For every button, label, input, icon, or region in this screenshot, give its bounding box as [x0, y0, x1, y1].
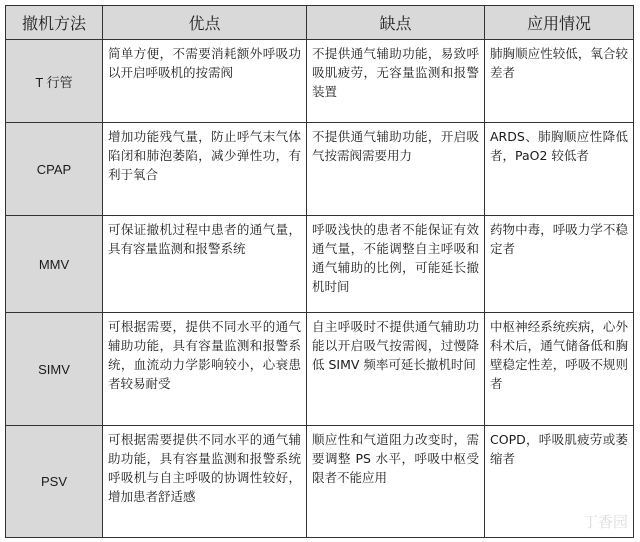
table-row	[6, 216, 634, 313]
advantages-cell: 简单方便，不需要消耗额外呼吸功以开启呼吸机的按需阀	[103, 40, 307, 123]
table-body	[6, 40, 634, 538]
method-cell: SIMV	[6, 313, 103, 426]
header-row	[6, 6, 634, 40]
watermark: 丁香园	[582, 513, 628, 531]
header-advantages: 优点	[103, 6, 307, 40]
advantages-cell: 可保证撤机过程中患者的通气量，具有容量监测和报警系统	[103, 216, 307, 313]
disadvantages-cell: 顺应性和气道阻力改变时，需要调整 PS 水平，呼吸中枢受限者不能应用	[307, 426, 485, 538]
application-cell: 药物中毒，呼吸力学不稳定者	[485, 216, 634, 313]
weaning-methods-table	[5, 5, 634, 538]
disadvantages-cell: 不提供通气辅助功能，易致呼吸肌疲劳，无容量监测和报警装置	[307, 40, 485, 123]
method-cell: MMV	[6, 216, 103, 313]
table-row	[6, 123, 634, 216]
application-cell: 肺胸顺应性较低，氧合较差者	[485, 40, 634, 123]
method-cell: CPAP	[6, 123, 103, 216]
header-application: 应用情况	[485, 6, 634, 40]
disadvantages-cell: 不提供通气辅助功能，开启吸气按需阀需要用力	[307, 123, 485, 216]
application-cell: COPD，呼吸肌疲劳或萎缩者	[485, 426, 634, 538]
application-cell: ARDS、肺胸顺应性降低者，PaO2 较低者	[485, 123, 634, 216]
application-cell: 中枢神经系统疾病，心外科术后，通气储备低和胸壁稳定性差，呼吸不规则者	[485, 313, 634, 426]
method-cell: T 行管	[6, 40, 103, 123]
table-row	[6, 313, 634, 426]
header-method: 撤机方法	[6, 6, 103, 40]
table-row	[6, 426, 634, 538]
advantages-cell: 可根据需要，提供不同水平的通气辅助功能，具有容量监测和报警系统，血流动力学影响较小，心衰患者较易耐受	[103, 313, 307, 426]
header-disadvantages: 缺点	[307, 6, 485, 40]
table-header	[6, 6, 634, 40]
advantages-cell: 可根据需要提供不同水平的通气辅助功能，具有容量监测和报警系统呼吸机与自主呼吸的协调性较好，增加患者舒适感	[103, 426, 307, 538]
disadvantages-cell: 自主呼吸时不提供通气辅助功能以开启吸气按需阀，过慢降低 SIMV 频率可延长撤机时间	[307, 313, 485, 426]
disadvantages-cell: 呼吸浅快的患者不能保证有效通气量，不能调整自主呼吸和通气辅助的比例，可能延长撤机时间	[307, 216, 485, 313]
table-row	[6, 40, 634, 123]
advantages-cell: 增加功能残气量，防止呼气末气体陷闭和肺泡萎陷，减少弹性功，有利于氧合	[103, 123, 307, 216]
method-cell: PSV	[6, 426, 103, 538]
